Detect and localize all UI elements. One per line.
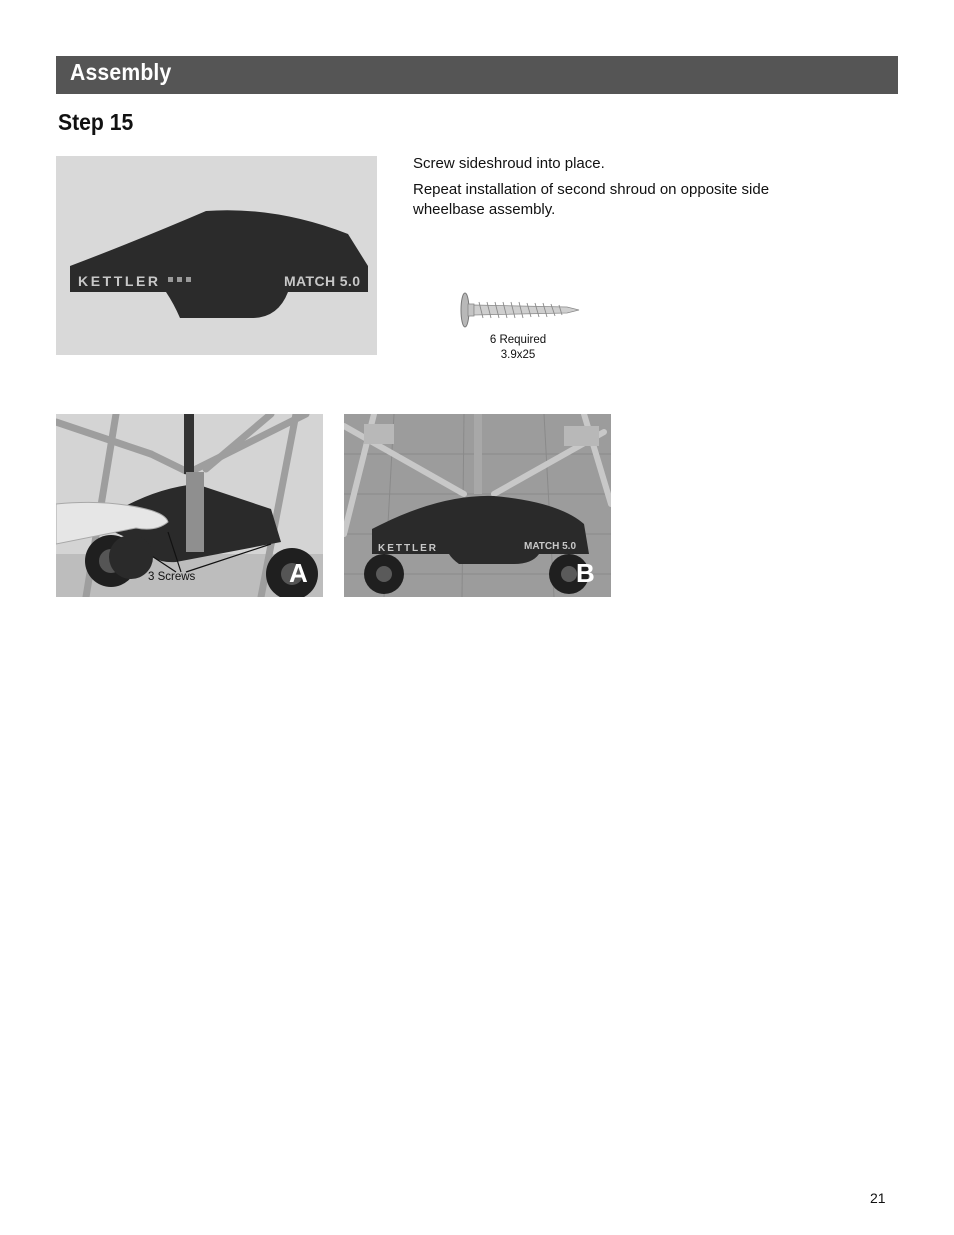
screw-size: 3.9x25 xyxy=(500,349,536,361)
panel-a-letter: A xyxy=(289,558,308,588)
instruction-line: Screw sideshroud into place. xyxy=(413,155,605,172)
shroud-model-logo: MATCH 5.0 xyxy=(284,273,360,289)
section-header-bar xyxy=(56,56,898,94)
sideshroud-photo xyxy=(56,156,377,355)
shroud-brand-logo-b: KETTLER xyxy=(378,543,436,554)
screws-callout-label: 3 Screws xyxy=(148,571,196,583)
screw-icon xyxy=(455,288,585,332)
screw-quantity: 6 Required xyxy=(489,334,547,346)
page-number: 21 xyxy=(870,1190,886,1206)
shroud-brand-logo: KETTLER xyxy=(78,273,158,289)
screw-hardware xyxy=(455,288,585,368)
step-title: Step 15 xyxy=(58,109,134,135)
screw-caption xyxy=(455,333,581,363)
shroud-model-logo-b: MATCH 5.0 xyxy=(524,541,576,552)
panel-b-letter: B xyxy=(576,558,595,588)
section-title: Assembly xyxy=(70,59,172,85)
photo-panel-a xyxy=(56,414,323,597)
instructions xyxy=(413,154,833,226)
instruction-line: Repeat installation of second shroud on opposite side wheelbase assembly. xyxy=(413,181,770,218)
photo-panel-b xyxy=(344,414,611,597)
